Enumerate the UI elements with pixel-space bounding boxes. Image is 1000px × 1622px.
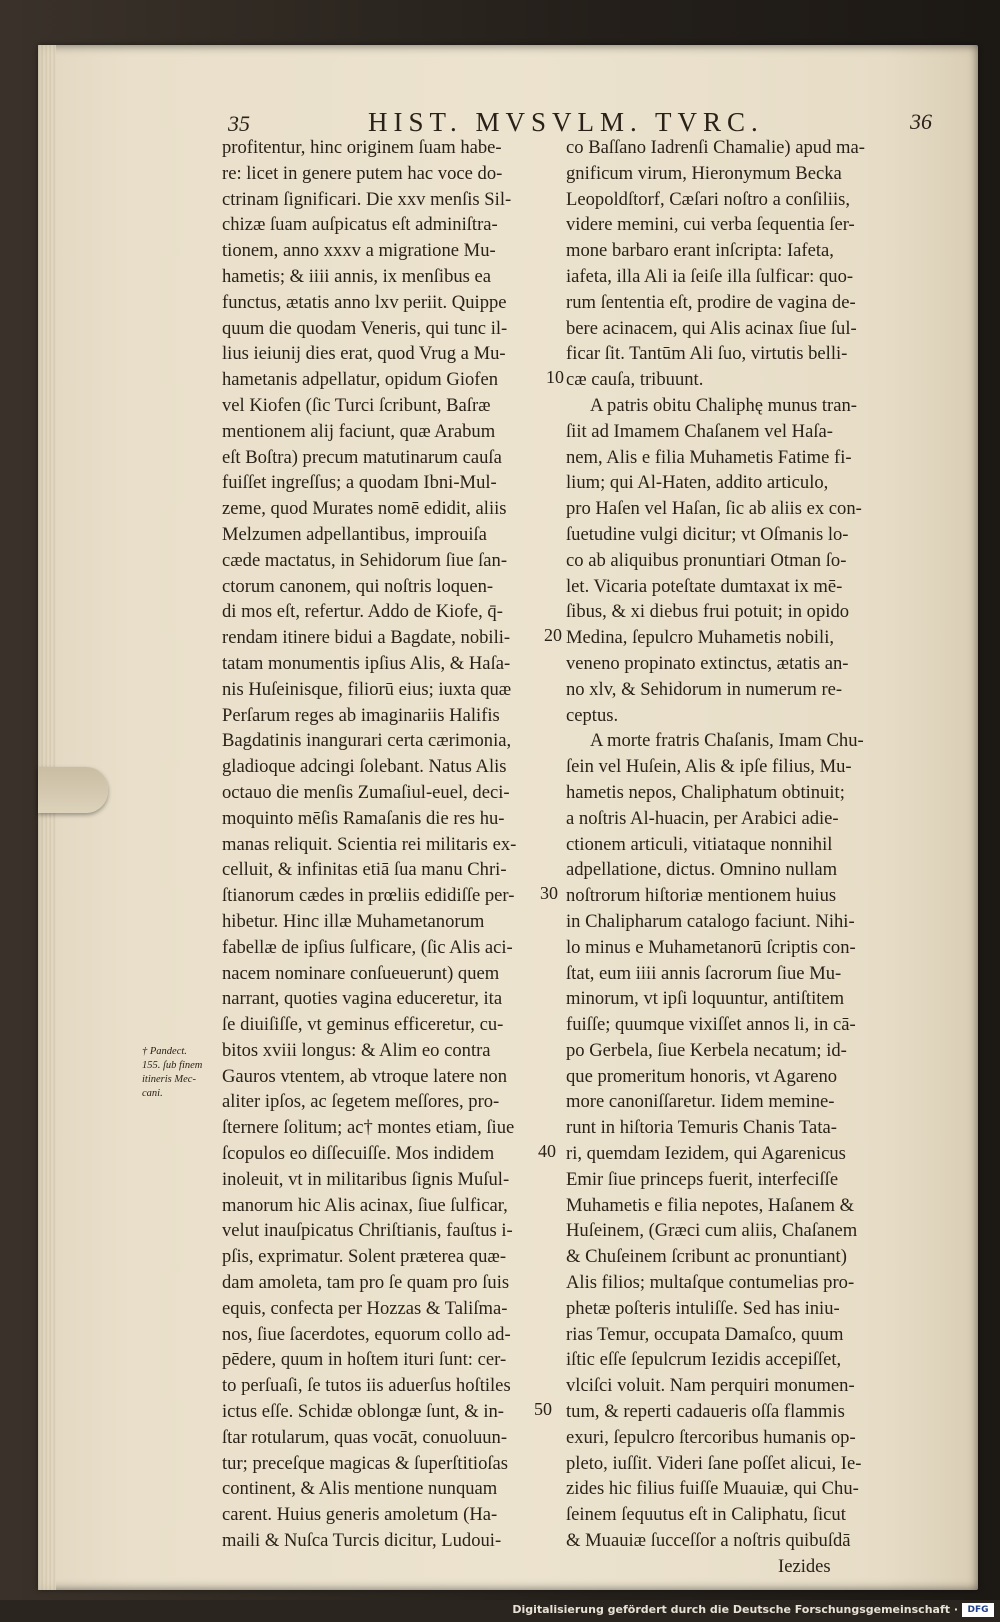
text-line: co Baſſano Iadrenſi Chamalie) apud ma- [566,137,865,158]
book-page [38,45,978,1590]
text-line: eſt Boſtra) precum matutinarum cauſa [222,446,502,468]
text-line: ſtar rotularum, quas vocāt, conuoluun- [222,1426,508,1448]
text-line: ſeinem ſequutus eſt in Caliphatu, ſicut [566,1504,846,1526]
text-line: fuiſſet ingreſſus; a quodam Ibni-Mul- [222,472,497,494]
text-line: bitos xviii longus: & Alim eo contra [222,1039,491,1061]
text-line: moquinto mēſis Ramaſanis die res hu- [222,807,505,829]
text-line: tum, & reperti cadaueris oſſa flammis [566,1401,845,1423]
text-line: ſtat, eum iiii annis ſacrorum ſiue Mu- [566,962,842,984]
page-content [38,45,978,1590]
text-line: Bagdatinis inangurari certa cærimonia, [222,730,512,752]
text-line: gladioque adcingi ſolebant. Natus Alis [222,756,507,778]
text-line: gnificum virum, Hieronymum Becka [566,162,842,184]
text-line: manorum hic Alis acinax, ſiue ſulficar, [222,1194,508,1216]
marginal-note [142,1045,202,1101]
text-line: dam amoleta, tam pro ſe quam pro ſuis [222,1272,510,1294]
line-number-40: 40 [538,1141,556,1161]
left-text-column [222,135,516,1554]
text-line: vel Kiofen (ſic Turci ſcribunt, Baſræ [222,394,491,416]
text-line: ri, quemdam Iezidem, qui Agarenicus [566,1143,846,1165]
text-line: & Muauiæ ſucceſſor a noſtris quibuſdā [566,1530,851,1552]
text-line: ictus eſſe. Schidæ oblongæ ſunt, & in- [222,1401,504,1423]
text-line: ſtianorum cædes in prœliis edidiſſe per- [222,885,515,907]
text-line: cæ cauſa, tribuunt. [566,369,704,391]
text-line: & Chuſeinem ſcribunt ac pronuntiant) [566,1246,847,1268]
text-line: adpellatione, dictus. Omnino nullam [566,859,838,881]
text-line: rum ſententia eſt, prodire de vagina de- [566,291,856,313]
text-line: noſtrorum hiſtoriæ mentionem huius [566,885,837,907]
text-line: iafeta, illa Ali ia ſeiſe illa ſulficar: quo- [566,265,854,287]
text-line: chizæ ſuam auſpicatus eſt adminiſtra- [222,214,498,236]
text-line: A morte fratris Chaſanis, Imam Chu- [590,730,864,752]
text-line: ceptus. [566,704,619,726]
text-line: hametanis adpellatur, opidum Giofen [222,369,499,391]
text-line: lius ieiunij dies erat, quod Vrug a Mu- [222,343,506,365]
text-line: manas reliquit. Scientia rei militaris ex- [222,833,517,855]
text-line: ſein vel Huſein, Alis & ipſe filius, Mu- [566,756,852,778]
text-line: nis Huſeinisque, filiorū eius; iuxta quæ [222,678,512,700]
text-line: pleto, iuſſit. Videri ſane poſſet alicui, Ie- [566,1452,862,1474]
text-line: Muhametis e filia nepotes, Haſanem & [566,1194,855,1216]
text-line: a noſtris Al-huacin, per Arabici adie- [566,807,839,829]
margin-note-line: 155. ſub finem [142,1060,203,1071]
text-line: hibetur. Hinc illæ Muhametanorum [222,910,485,932]
text-line: more canoniſſaretur. Iidem memine- [566,1091,835,1113]
text-line: nos, ſiue ſacerdotes, equorum collo ad- [222,1323,511,1345]
text-line: cæde mactatus, in Sehidorum ſiue ſan- [222,549,508,571]
text-line: fuiſſe; quumque vixiſſet annos li, in cā- [566,1014,856,1036]
text-line: Huſeinem, (Græci cum aliis, Chaſanem [566,1220,858,1242]
text-line: to perſuaſi, ſe tutos iis aduerſus hoſtiles [222,1375,511,1397]
text-line: ſiit ad Imamem Chaſanem vel Haſa- [566,420,833,442]
text-line: hametis nepos, Chaliphatum obtinuit; [566,781,845,803]
text-line: tatam monumentis ipſius Alis, & Haſa- [222,652,511,674]
text-line: profitentur, hinc originem ſuam habe- [222,137,502,158]
text-line: tionem, anno xxxv a migratione Mu- [222,240,496,262]
text-line: po Gerbela, ſiue Kerbela necatum; id- [566,1039,847,1061]
text-line: nacem nominare conſueuerunt) quem [222,962,500,984]
text-line: let. Vicaria poteſtate dumtaxat ix mē- [566,575,843,597]
text-line: re: licet in genere putem hac voce do- [222,162,503,184]
text-line: aliter ipſos, ac ſegetem meſſores, pro- [222,1091,500,1113]
text-line: Leopoldſtorf, Cæſari noſtro a conſiliis, [566,188,851,210]
text-line: Medina, ſepulcro Muhametis nobili, [566,627,835,649]
text-line: di mos eſt, refertur. Addo de Kiofe, q̄- [222,601,503,623]
text-line: maili & Nuſca Turcis dicitur, Ludoui- [222,1530,502,1552]
text-line: veneno propinato extinctus, ætatis an- [566,652,849,674]
text-line: ctorum canonem, qui noſtris loquen- [222,575,494,597]
text-line: quum die quodam Veneris, qui tunc il- [222,317,508,339]
text-line: fabellæ de ipſius ſulficare, (ſic Alis aci- [222,936,513,958]
text-line: zeme, quod Murates nomē edidit, aliis [222,498,507,520]
footer-credit: Digitalisierung gefördert durch die Deutsche Forschungsgemeinschaft · [512,1603,958,1616]
text-line: iſtic eſſe ſepulcrum Iezidis accepiſſet, [566,1349,842,1371]
text-line: mentionem alij faciunt, quæ Arabum [222,420,496,442]
text-line: ſternere ſolitum; ac† montes etiam, ſiue [222,1117,515,1139]
text-line: velut inauſpicatus Chriſtianis, fauſtus i- [222,1220,513,1242]
text-line: ficar ſit. Tantūm Ali ſuo, virtutis belli- [566,343,848,365]
text-line: carent. Huius generis amoletum (Ha- [222,1504,498,1526]
text-line: lium; qui Al-Haten, addito articulo, [566,472,829,494]
margin-note-line: cani. [142,1088,163,1099]
text-line: runt in hiſtoria Temuris Chanis Tata- [566,1117,837,1139]
text-line: octauo die menſis Zumaſiul-euel, deci- [222,781,510,803]
text-line: ſuetudine vulgi dicitur; vt Oſmanis lo- [566,523,849,545]
line-number-20: 20 [544,625,562,645]
text-line: phetæ poſteris intuliſſe. Sed has iniu- [566,1297,840,1319]
text-line: rias Temur, occupata Damaſco, quum [566,1323,844,1345]
text-line: Gauros vtentem, ab vtroque latere non [222,1065,508,1087]
footer-bar [0,1600,1000,1622]
text-line: inoleuit, vt in militaribus ſignis Muſul- [222,1168,510,1190]
text-line: Emir ſiue princeps fuerit, interfeciſſe [566,1168,839,1190]
text-line: pro Haſen vel Haſan, ſic ab aliis ex con- [566,498,862,520]
text-line: ſibus, & xi diebus frui potuit; in opido [566,601,850,623]
text-line: minorum, vt ipſi loquuntur, antiſtitem [566,988,845,1010]
text-line: videre memini, cui verba ſequentia ſer- [566,214,855,236]
line-number-10: 10 [546,367,564,387]
text-line: no xlv, & Sehidorum in numerum re- [566,678,843,700]
text-line: celluit, & infinitas etiā ſua manu Chri- [222,859,507,881]
text-line: pſis, exprimatur. Solent præterea quæ- [222,1246,507,1268]
right-text-column [566,135,865,1580]
text-line: bere acinacem, qui Alis acinax ſiue ſul- [566,317,857,339]
text-line: zides hic filius fuiſſe Muauiæ, qui Chu- [566,1478,859,1500]
text-line: mone barbaro erant inſcripta: Iafeta, [566,240,834,262]
page-number-left: 35 [228,111,250,136]
margin-note-line: † Pandect. [142,1046,187,1057]
text-line: A patris obitu Chaliphę munus tran- [590,394,857,416]
text-line: functus, ætatis anno lxv periit. Quippe [222,291,507,313]
page-number-right: 36 [910,109,932,134]
text-line: nem, Alis e filia Muhametis Fatime fi- [566,446,852,468]
text-line: narrant, quoties vagina educeretur, ita [222,988,503,1010]
text-line: que promeritum honoris, vt Agareno [566,1065,838,1087]
text-line: Alis filios; multaſque contumelias pro- [566,1272,855,1294]
text-line: tur; preceſque magicas & ſuperſtitioſas [222,1452,509,1474]
line-number-30: 30 [540,883,558,903]
text-line: pēdere, quum in hoſtem ituri ſunt: cer- [222,1349,507,1371]
text-line: continent, & Alis mentione nunquam [222,1478,498,1500]
text-line: lo minus e Muhametanorū ſcriptis con- [566,936,856,958]
text-line: ſe diuiſiſſe, vt geminus efficeretur, cu- [222,1014,504,1036]
text-line: in Chalipharum catalogo faciunt. Nihi- [566,910,855,932]
text-line: co ab aliquibus pronuntiari Otman ſo- [566,549,847,571]
text-line: rendam itinere bidui a Bagdate, nobili- [222,627,511,649]
margin-note-line: itineris Mec- [142,1074,196,1085]
text-line: Perſarum reges ab imaginariis Halifis [222,704,500,726]
dfg-logo: DFG [962,1603,994,1617]
text-line: Iezides [778,1555,831,1577]
text-line: exuri, ſepulcro ſtercoribus humanis op- [566,1426,856,1448]
text-line: ctrinam ſignificari. Die xxv menſis Sil- [222,188,512,210]
text-line: vlciſci voluit. Nam perquiri monumen- [566,1375,855,1397]
text-line: hametis; & iiii annis, ix menſibus ea [222,265,492,287]
text-line: ſcopulos eo diſſecuiſſe. Mos indidem [222,1143,495,1165]
line-number-50: 50 [534,1399,552,1419]
text-line: equis, confecta per Hozzas & Taliſma- [222,1297,508,1319]
running-title: HIST. MVSVLM. TVRC. [368,107,764,137]
text-line: ctionem articuli, vitiataque nonnihil [566,833,833,855]
text-line: Melzumen adpellantibus, improuiſa [222,523,487,545]
